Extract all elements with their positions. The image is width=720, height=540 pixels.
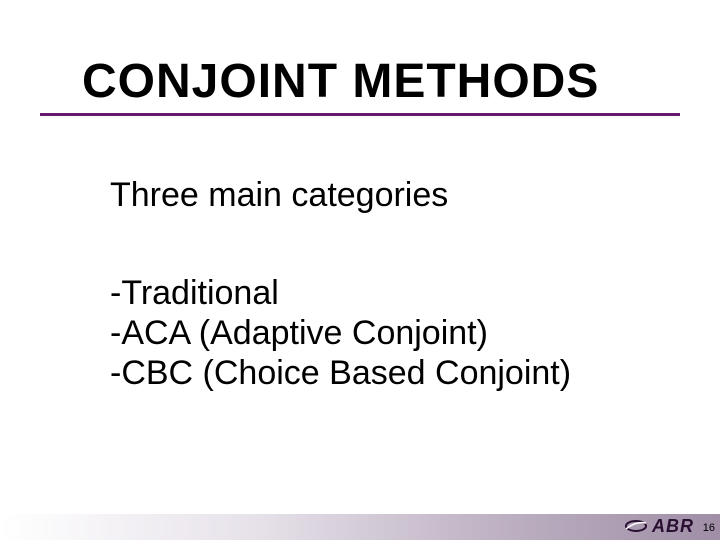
footer-bar xyxy=(0,514,720,540)
category-item-cbc: -CBC (Choice Based Conjoint) xyxy=(110,354,572,393)
logo-text: ABR xyxy=(652,515,694,536)
page-number: 16 xyxy=(702,522,715,534)
intro-text: Three main categories xyxy=(110,176,449,214)
category-item-traditional: -Traditional xyxy=(110,274,279,313)
footer-logo xyxy=(624,516,694,536)
category-item-aca: -ACA (Adaptive Conjoint) xyxy=(110,314,488,353)
slide-content xyxy=(110,175,690,393)
category-list xyxy=(110,273,690,393)
title-underline xyxy=(40,113,680,116)
swoosh-logo-icon xyxy=(624,519,648,533)
slide-title: CONJOINT METHODS xyxy=(82,55,600,108)
